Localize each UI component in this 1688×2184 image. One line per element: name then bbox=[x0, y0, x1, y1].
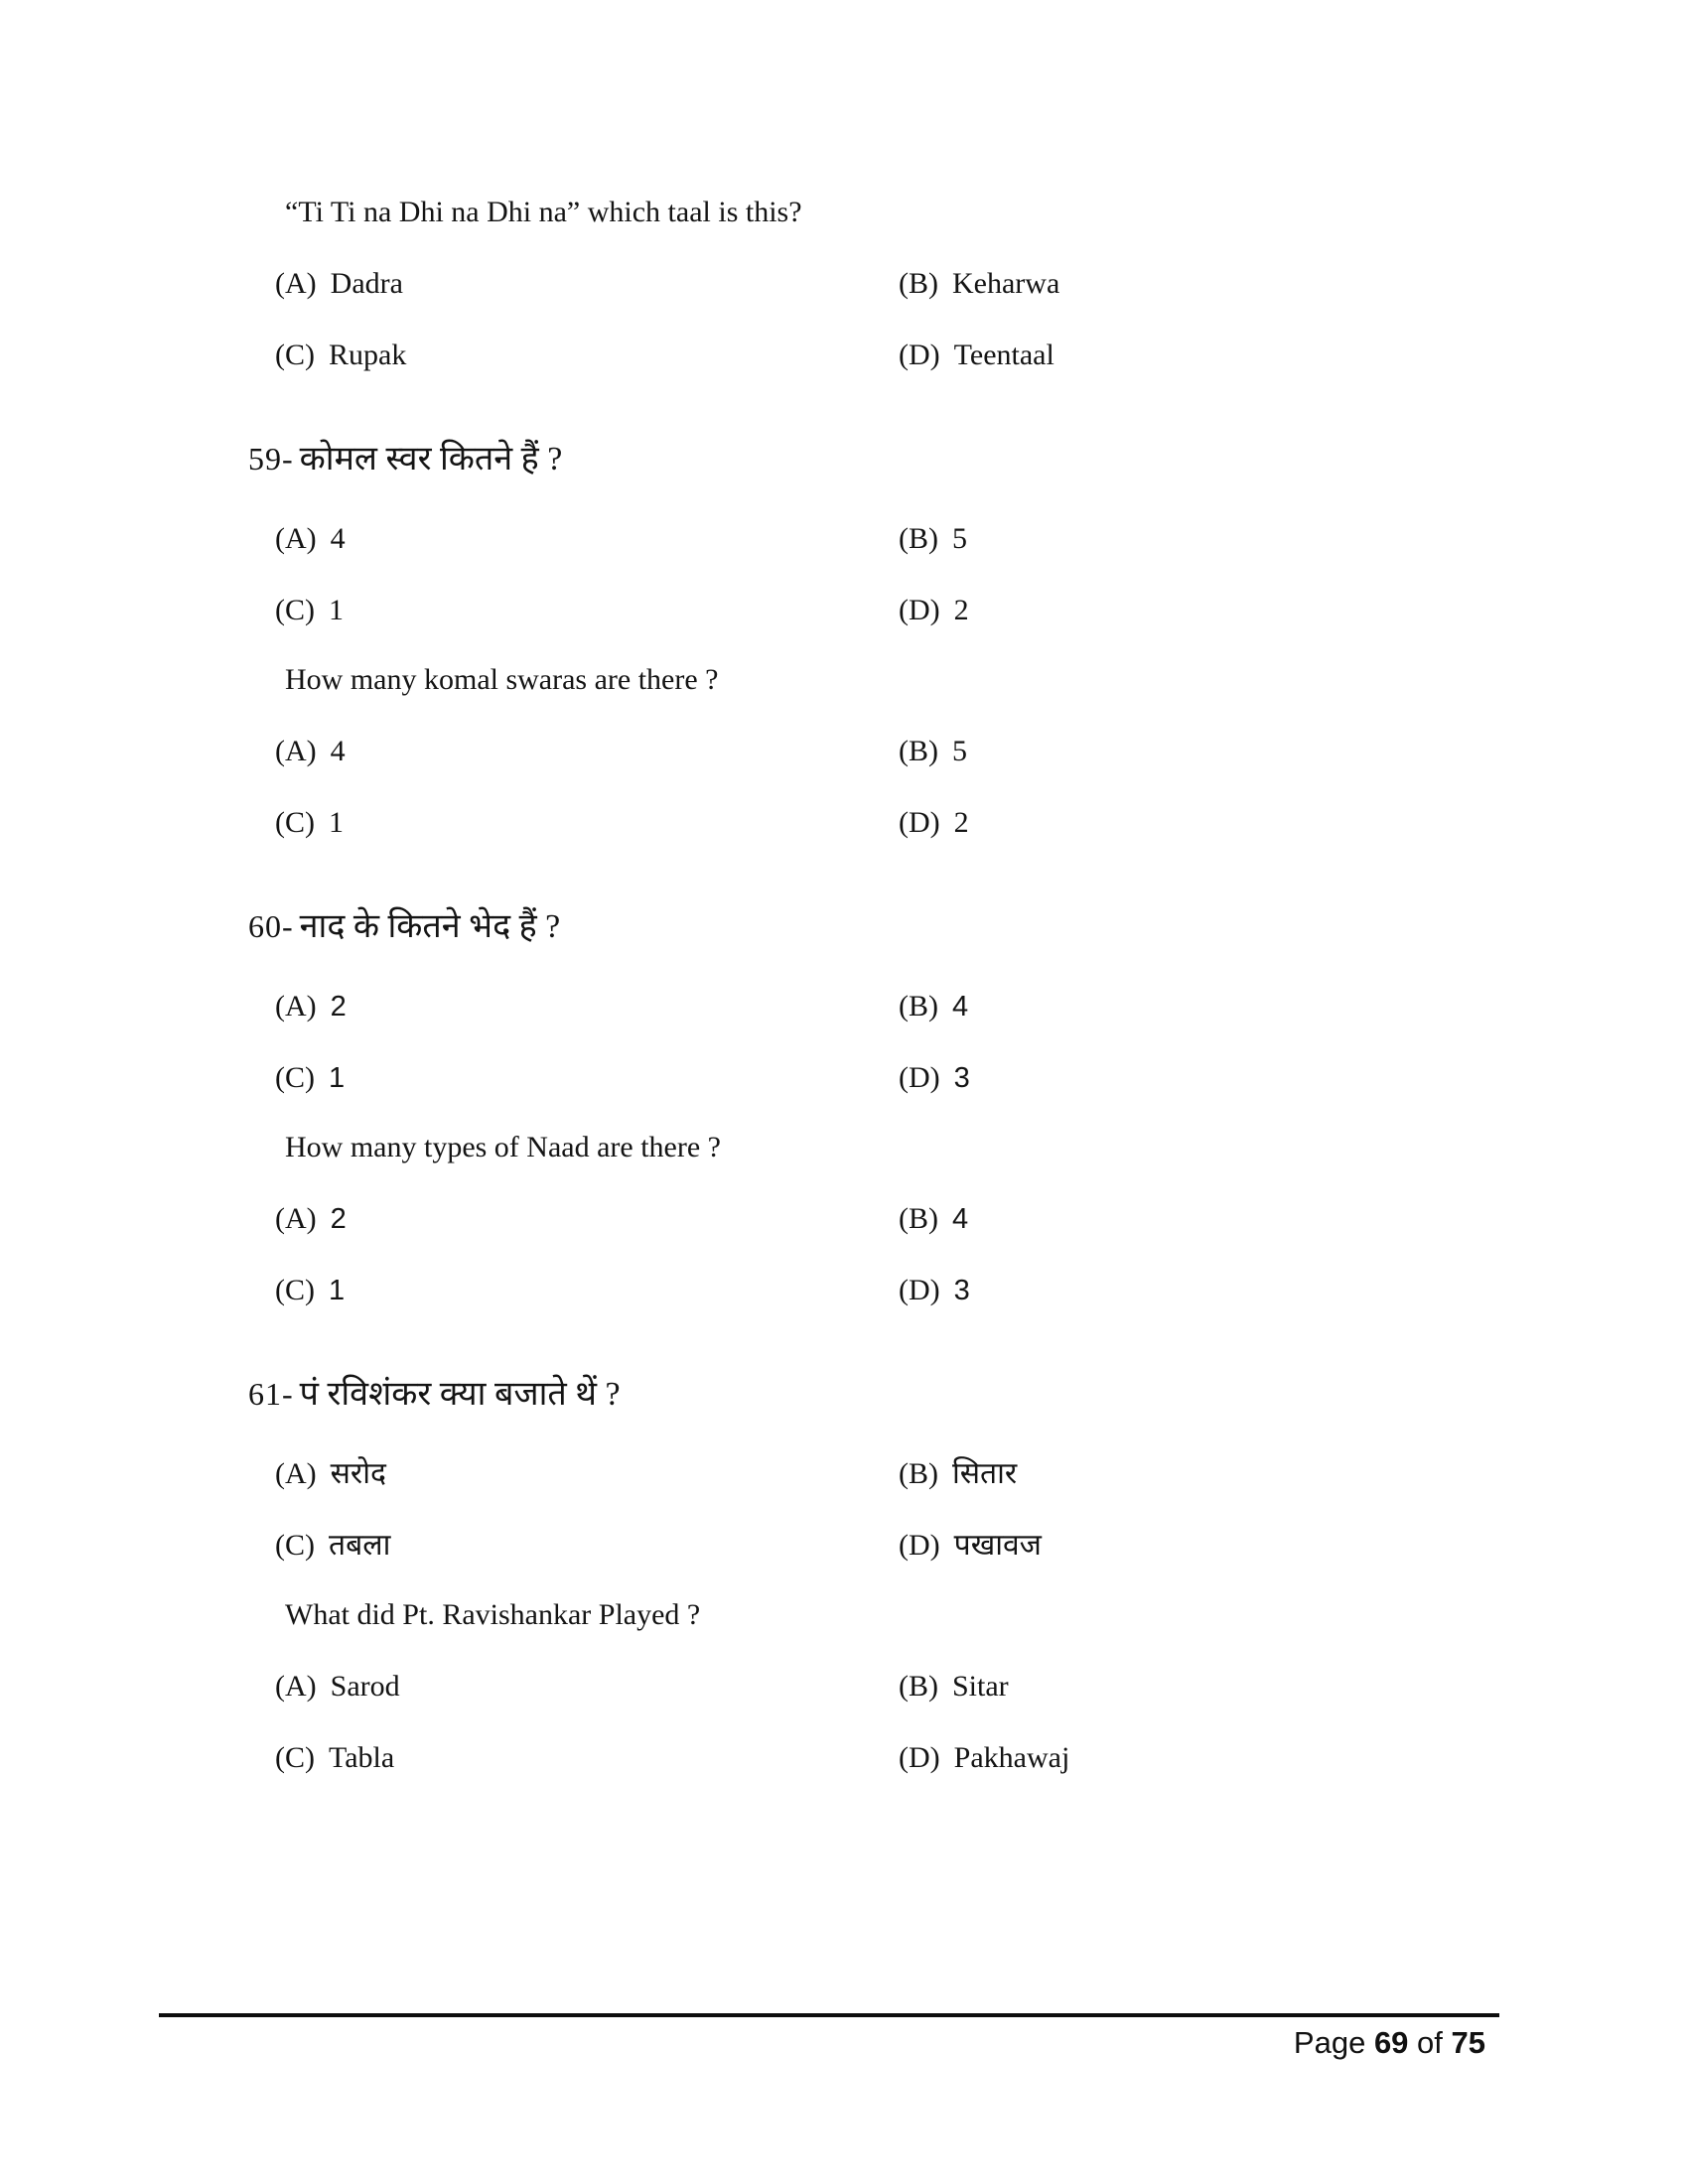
option-key: (C) bbox=[275, 1061, 315, 1094]
footer-of-label: of bbox=[1408, 2025, 1452, 2060]
option-d bbox=[899, 802, 1549, 844]
question-60-hindi-options-row-2 bbox=[248, 1057, 1549, 1099]
option-key: (D) bbox=[899, 806, 940, 839]
option-d bbox=[899, 590, 1549, 631]
option-text: 3 bbox=[953, 1275, 970, 1306]
option-key: (B) bbox=[899, 735, 938, 767]
page-number-footer bbox=[159, 2023, 1485, 2063]
option-a bbox=[275, 1198, 899, 1240]
question-60-text-en: How many types of Naad are there ? bbox=[285, 1131, 721, 1163]
option-c bbox=[275, 1737, 899, 1779]
question-number: 60- bbox=[248, 908, 294, 944]
question-61-heading bbox=[248, 1373, 1549, 1416]
option-text: 4 bbox=[952, 1203, 969, 1235]
option-key: (B) bbox=[899, 522, 938, 555]
option-d bbox=[899, 335, 1549, 376]
option-key: (D) bbox=[899, 1529, 940, 1562]
option-c bbox=[275, 1057, 899, 1099]
option-text: 5 bbox=[952, 522, 967, 555]
option-text: 2 bbox=[953, 806, 969, 839]
option-b bbox=[899, 1198, 1549, 1240]
option-text: Rupak bbox=[329, 339, 407, 371]
option-b bbox=[899, 1666, 1549, 1707]
footer-divider-line bbox=[159, 2013, 1499, 2017]
question-61-block bbox=[248, 1373, 1549, 1779]
question-58-text-en: “Ti Ti na Dhi na Dhi na” which taal is this? bbox=[285, 196, 802, 228]
question-58-options-row-1 bbox=[248, 263, 1549, 305]
option-a bbox=[275, 518, 899, 560]
option-text: तबला bbox=[329, 1529, 391, 1562]
question-60-heading bbox=[248, 905, 1549, 948]
option-key: (C) bbox=[275, 339, 315, 371]
option-text: पखावज bbox=[953, 1529, 1042, 1562]
option-key: (C) bbox=[275, 806, 315, 839]
question-59-block bbox=[248, 438, 1549, 844]
option-key: (C) bbox=[275, 1741, 315, 1774]
question-60-block bbox=[248, 905, 1549, 1311]
option-text: 3 bbox=[953, 1062, 970, 1094]
question-59-hindi-options-row-1 bbox=[248, 518, 1549, 560]
question-59-english-options-row-2 bbox=[248, 802, 1549, 844]
question-text-hindi: पं रविशंकर क्या बजाते थें ? bbox=[299, 1376, 621, 1413]
option-a bbox=[275, 1453, 899, 1495]
option-key: (C) bbox=[275, 1274, 315, 1306]
option-key: (A) bbox=[275, 1670, 317, 1703]
option-b bbox=[899, 263, 1549, 305]
option-d bbox=[899, 1737, 1549, 1779]
question-58-block bbox=[248, 192, 1549, 376]
option-key: (A) bbox=[275, 522, 317, 555]
footer-page-label: Page bbox=[1293, 2025, 1374, 2060]
option-a bbox=[275, 1666, 899, 1707]
option-b bbox=[899, 731, 1549, 772]
option-text: 4 bbox=[330, 522, 346, 555]
option-text: 4 bbox=[330, 735, 346, 767]
option-key: (D) bbox=[899, 1741, 940, 1774]
option-text: 5 bbox=[952, 735, 967, 767]
option-text: 2 bbox=[330, 991, 347, 1023]
option-text: 2 bbox=[330, 1203, 347, 1235]
option-text: Teentaal bbox=[953, 339, 1055, 371]
option-key: (C) bbox=[275, 1529, 315, 1562]
option-key: (B) bbox=[899, 990, 938, 1023]
option-key: (B) bbox=[899, 1457, 938, 1490]
question-61-english-options-row-1 bbox=[248, 1666, 1549, 1707]
question-number: 61- bbox=[248, 1376, 294, 1412]
option-text: सितार bbox=[952, 1457, 1018, 1490]
option-text: 2 bbox=[953, 594, 969, 626]
option-key: (A) bbox=[275, 1457, 317, 1490]
option-c bbox=[275, 802, 899, 844]
option-text: Keharwa bbox=[952, 267, 1060, 300]
option-key: (A) bbox=[275, 267, 317, 300]
option-key: (A) bbox=[275, 990, 317, 1023]
option-key: (D) bbox=[899, 594, 940, 626]
option-text: सरोद bbox=[330, 1457, 386, 1490]
option-c bbox=[275, 590, 899, 631]
question-61-hindi-options-row-1 bbox=[248, 1453, 1549, 1495]
option-text: Pakhawaj bbox=[953, 1741, 1070, 1774]
option-b bbox=[899, 986, 1549, 1027]
question-60-english-options-row-1 bbox=[248, 1198, 1549, 1240]
question-text-hindi: नाद के कितने भेद हैं ? bbox=[299, 908, 561, 945]
option-d bbox=[899, 1525, 1549, 1567]
option-b bbox=[899, 518, 1549, 560]
option-text: 1 bbox=[329, 1275, 346, 1306]
option-key: (D) bbox=[899, 1061, 940, 1094]
option-a bbox=[275, 986, 899, 1027]
footer-page-number: 69 bbox=[1373, 2025, 1409, 2060]
option-key: (A) bbox=[275, 1202, 317, 1235]
option-text: 1 bbox=[329, 1062, 346, 1094]
option-key: (D) bbox=[899, 339, 940, 371]
option-text: Dadra bbox=[330, 267, 403, 300]
option-key: (B) bbox=[899, 1202, 938, 1235]
footer-total-pages: 75 bbox=[1451, 2025, 1485, 2060]
question-59-english-options-row-1 bbox=[248, 731, 1549, 772]
option-a bbox=[275, 731, 899, 772]
option-b bbox=[899, 1453, 1549, 1495]
option-text: 1 bbox=[329, 594, 344, 626]
question-58-options-row-2 bbox=[248, 335, 1549, 376]
option-d bbox=[899, 1057, 1549, 1099]
option-key: (C) bbox=[275, 594, 315, 626]
question-60-hindi-options-row-1 bbox=[248, 986, 1549, 1027]
question-59-heading bbox=[248, 438, 1549, 480]
question-60-english-options-row-2 bbox=[248, 1270, 1549, 1311]
option-c bbox=[275, 1525, 899, 1567]
option-text: Tabla bbox=[329, 1741, 395, 1774]
question-59-text-en: How many komal swaras are there ? bbox=[285, 663, 719, 696]
question-61-text-en: What did Pt. Ravishankar Played ? bbox=[285, 1598, 701, 1631]
option-text: 4 bbox=[952, 991, 969, 1023]
option-c bbox=[275, 335, 899, 376]
question-number: 59- bbox=[248, 441, 294, 477]
option-a bbox=[275, 263, 899, 305]
option-key: (A) bbox=[275, 735, 317, 767]
option-key: (D) bbox=[899, 1274, 940, 1306]
page-content bbox=[248, 192, 1549, 1779]
option-c bbox=[275, 1270, 899, 1311]
option-text: 1 bbox=[329, 806, 344, 839]
option-text: Sitar bbox=[952, 1670, 1009, 1703]
question-61-hindi-options-row-2 bbox=[248, 1525, 1549, 1567]
question-61-english-options-row-2 bbox=[248, 1737, 1549, 1779]
option-key: (B) bbox=[899, 267, 938, 300]
question-59-hindi-options-row-2 bbox=[248, 590, 1549, 631]
option-key: (B) bbox=[899, 1670, 938, 1703]
option-text: Sarod bbox=[330, 1670, 400, 1703]
option-d bbox=[899, 1270, 1549, 1311]
question-text-hindi: कोमल स्वर कितने हैं ? bbox=[299, 441, 563, 478]
